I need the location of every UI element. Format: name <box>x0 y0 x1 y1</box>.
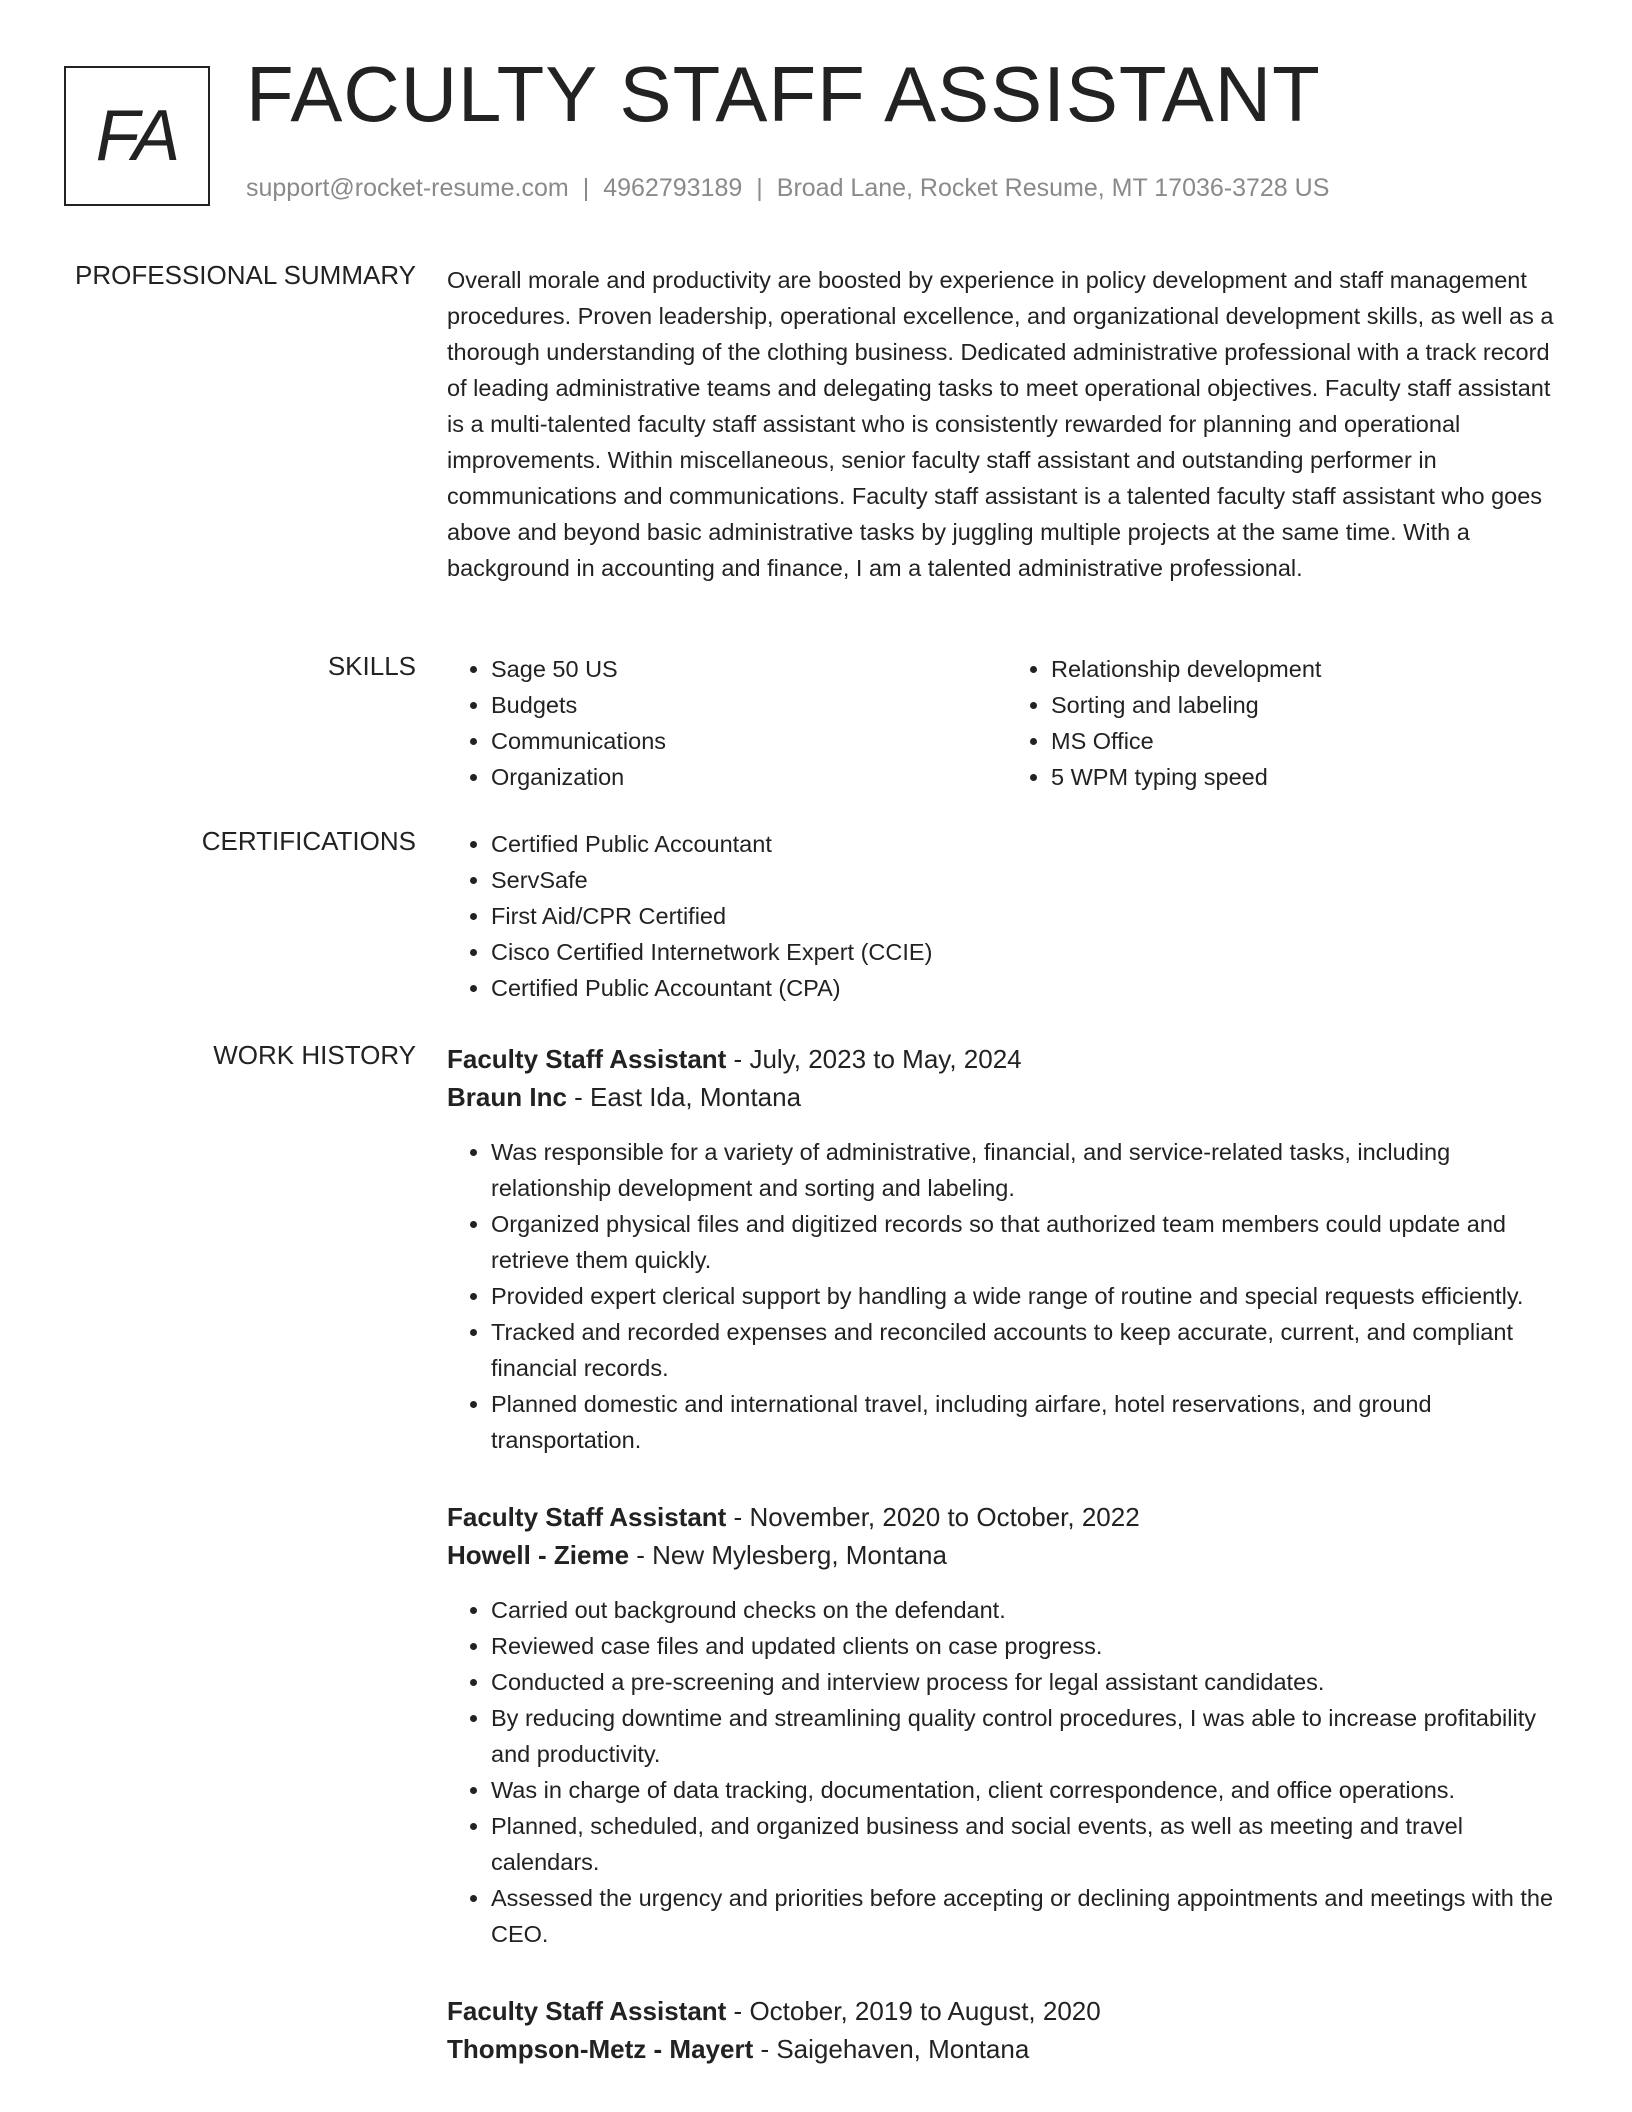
certifications-list <box>447 826 1567 1006</box>
list-item: • Sorting and labeling <box>1051 687 1567 723</box>
job-bullets <box>447 1592 1567 1952</box>
dash: - <box>726 1996 750 2026</box>
job-title: Faculty Staff Assistant <box>447 1996 727 2026</box>
list-item: • Sage 50 US <box>491 651 1007 687</box>
list-item: • Organization <box>491 759 1007 795</box>
dash: - <box>726 1502 750 1532</box>
list-item: • Was in charge of data tracking, documentation, client correspondence, and office operations. <box>491 1772 1567 1808</box>
list-item: • Budgets <box>491 687 1007 723</box>
certifications-body <box>447 826 1567 1006</box>
phone-text: 4962793189 <box>603 174 743 202</box>
job-entry <box>447 1992 1567 2068</box>
job-title-line <box>447 1498 1567 1536</box>
job-company-line <box>447 2030 1567 2068</box>
certifications-heading: CERTIFICATIONS <box>201 826 416 856</box>
list-item: • Relationship development <box>1051 651 1567 687</box>
list-item: • ServSafe <box>491 862 1567 898</box>
list-item: • Reviewed case files and updated clients on case progress. <box>491 1628 1567 1664</box>
list-item: • Organized physical files and digitized records so that authorized team members could update and retrieve them quickly. <box>491 1206 1567 1278</box>
separator: | <box>582 174 590 202</box>
job-title-line <box>447 1992 1567 2030</box>
email-text: support@rocket-resume.com <box>246 174 569 202</box>
list-item: • Was responsible for a variety of administrative, financial, and service-related tasks, including relationship development and sorting and labeling. <box>491 1134 1567 1206</box>
job-company: Howell - Zieme <box>447 1540 630 1570</box>
separator: | <box>756 174 763 202</box>
job-company-line <box>447 1536 1567 1574</box>
job-location: Saigehaven, Montana <box>776 2034 1030 2064</box>
list-item: • First Aid/CPR Certified <box>491 898 1567 934</box>
job-dates: November, 2020 to October, 2022 <box>749 1502 1140 1532</box>
job-company: Thompson-Metz - Mayert <box>447 2034 754 2064</box>
job-company-line <box>447 1078 1567 1116</box>
contact-line <box>246 174 1329 203</box>
list-item: • Conducted a pre-screening and interview process for legal assistant candidates. <box>491 1664 1567 1700</box>
skills-heading: SKILLS <box>327 651 416 681</box>
job-title: Faculty Staff Assistant <box>447 1044 727 1074</box>
summary-text: Overall morale and productivity are boosted by experience in policy development and staff management procedures. Proven leadership, operational excellence, and organizational development skills, as well as a thorough understanding of the clothing business. Dedicated administrative professional with a track record of leading administrative teams and delegating tasks to meet operational objectives. Faculty staff assistant is a multi-talented faculty staff assistant who is consistently rewarded for planning and operational improvements. Within miscellaneous, senior faculty staff assistant and outstanding performer in communications and communications. Faculty staff assistant is a talented faculty staff assistant who goes above and beyond basic administrative tasks by juggling multiple projects at the same time. With a background in accounting and finance, I am a talented administrative professional. <box>447 267 1554 581</box>
list-item: • Cisco Certified Internetwork Expert (CCIE) <box>491 934 1567 970</box>
list-item: • MS Office <box>1051 723 1567 759</box>
skills-list-right <box>1007 651 1567 795</box>
list-item: • Communications <box>491 723 1007 759</box>
job-entry <box>447 1040 1567 1458</box>
job-dates: October, 2019 to August, 2020 <box>749 1996 1101 2026</box>
page-title: FACULTY STAFF ASSISTANT <box>246 50 1321 138</box>
list-item: • Planned domestic and international travel, including airfare, hotel reservations, and ground transportation. <box>491 1386 1567 1458</box>
skills-list-left <box>447 651 1007 795</box>
summary-body <box>447 262 1567 586</box>
work-history-body <box>447 1040 1567 2086</box>
dash: - <box>726 1044 750 1074</box>
list-item: • Carried out background checks on the defendant. <box>491 1592 1567 1628</box>
dash: - <box>753 2034 777 2064</box>
summary-heading: PROFESSIONAL SUMMARY <box>75 260 416 290</box>
job-dates: July, 2023 to May, 2024 <box>749 1044 1022 1074</box>
work-history-heading: WORK HISTORY <box>213 1040 416 1070</box>
list-item: • Certified Public Accountant <box>491 826 1567 862</box>
list-item: • Tracked and recorded expenses and reconciled accounts to keep accurate, current, and compliant financial records. <box>491 1314 1567 1386</box>
list-item: • Provided expert clerical support by handling a wide range of routine and special requests efficiently. <box>491 1278 1567 1314</box>
job-bullets <box>447 1134 1567 1458</box>
job-company: Braun Inc <box>447 1082 567 1112</box>
list-item: • Assessed the urgency and priorities before accepting or declining appointments and meetings with the CEO. <box>491 1880 1567 1952</box>
dash: - <box>629 1540 653 1570</box>
job-title: Faculty Staff Assistant <box>447 1502 727 1532</box>
list-item: • 5 WPM typing speed <box>1051 759 1567 795</box>
monogram-logo: FA <box>64 66 210 206</box>
job-entry <box>447 1498 1567 1952</box>
list-item: • Certified Public Accountant (CPA) <box>491 970 1567 1006</box>
skills-body <box>447 651 1567 795</box>
job-location: East Ida, Montana <box>590 1082 802 1112</box>
dash: - <box>566 1082 591 1112</box>
job-location: New Mylesberg, Montana <box>652 1540 947 1570</box>
list-item: • By reducing downtime and streamlining quality control procedures, I was able to increase profitability and productivity. <box>491 1700 1567 1772</box>
address-text: Broad Lane, Rocket Resume, MT 17036-3728 US <box>776 174 1330 202</box>
job-title-line <box>447 1040 1567 1078</box>
list-item: • Planned, scheduled, and organized business and social events, as well as meeting and travel calendars. <box>491 1808 1567 1880</box>
